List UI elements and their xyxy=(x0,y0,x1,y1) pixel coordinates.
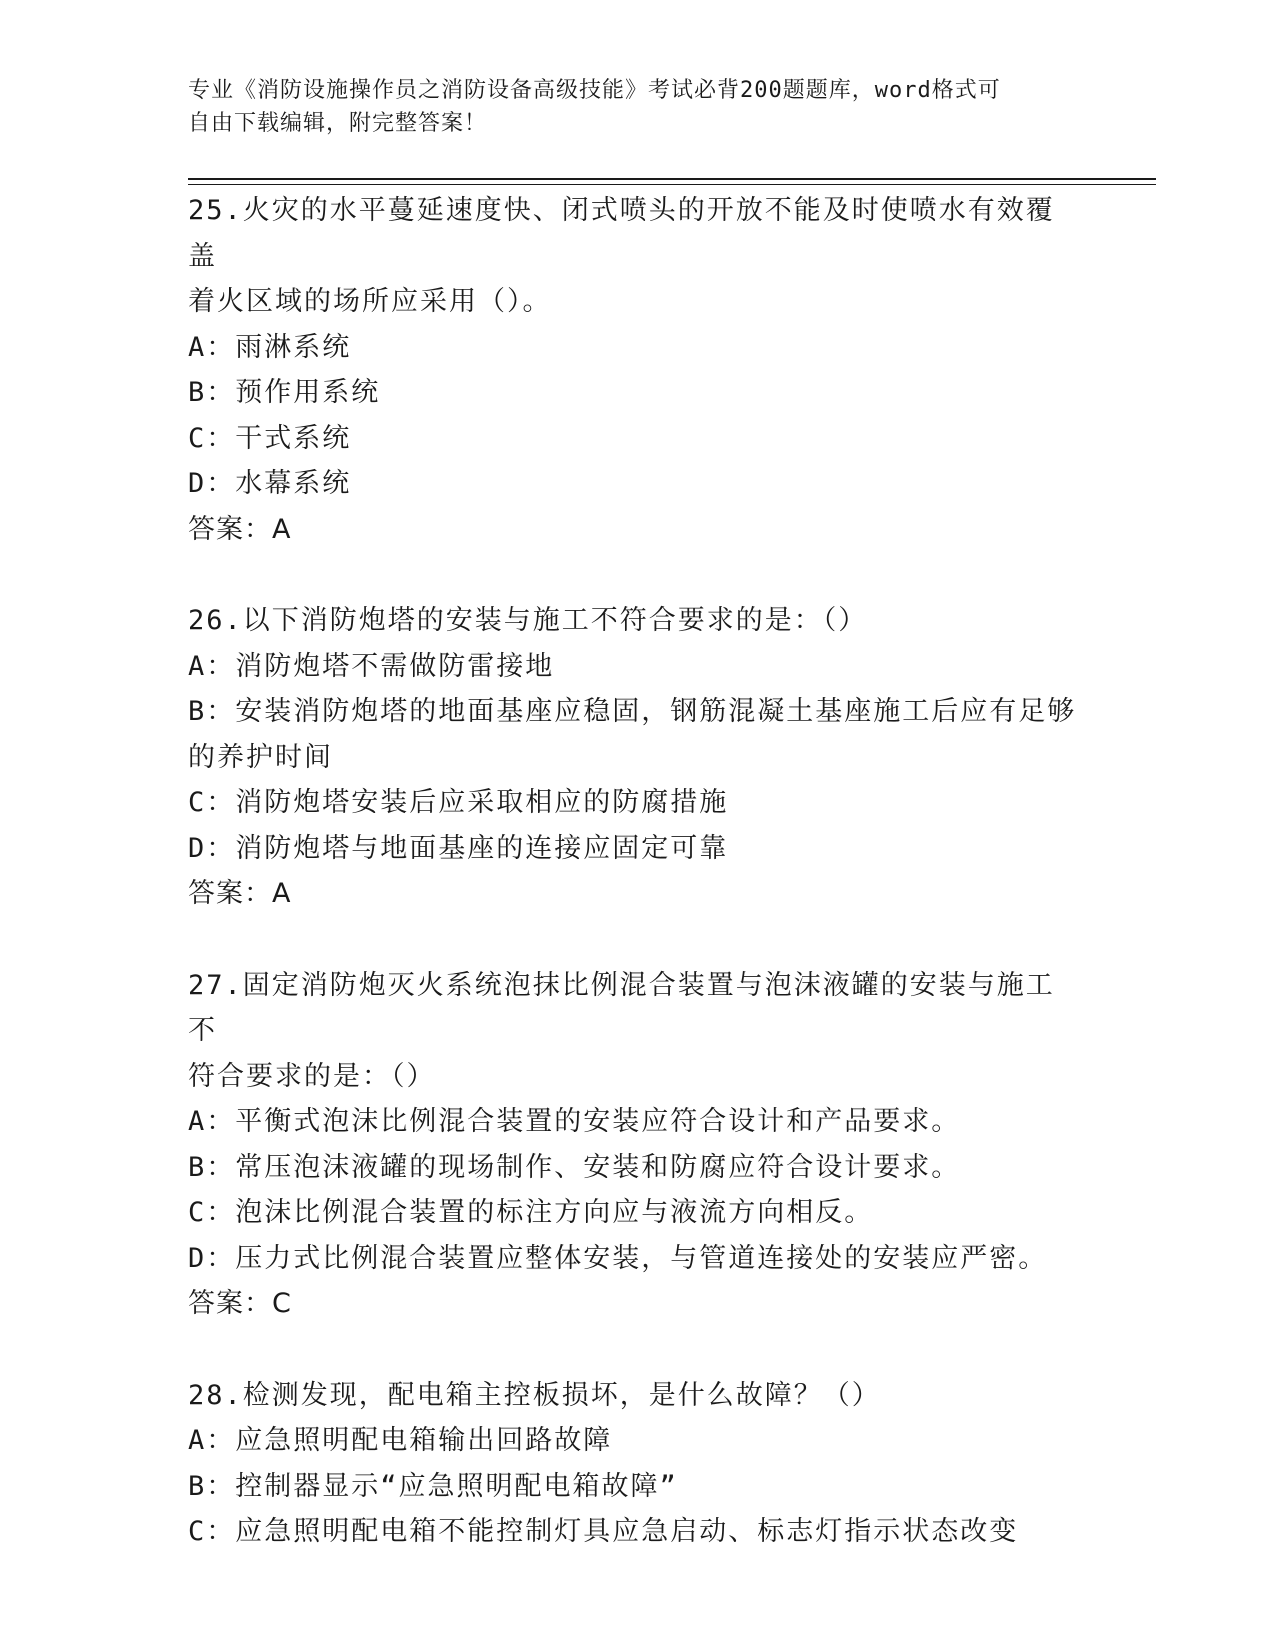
answer-option: C：泡沫比例混合装置的标注方向应与液流方向相反。 xyxy=(188,1197,874,1228)
question-stem: 26.以下消防炮塔的安装与施工不符合要求的是：（） xyxy=(188,605,868,636)
question-block xyxy=(188,963,1078,1327)
question-block xyxy=(188,598,1078,917)
header-divider-thick xyxy=(188,178,1156,180)
answer-option: D：压力式比例混合装置应整体安装，与管道连接处的安装应严密。 xyxy=(188,1242,1048,1274)
header-line-1: 专业《消防设施操作员之消防设备高级技能》考试必背200题题库，word格式可 xyxy=(188,78,1001,103)
question-stem: 28.检测发现，配电箱主控板损坏，是什么故障？（） xyxy=(188,1379,881,1411)
question-stem: 27.固定消防炮灭火系统泡抹比例混合装置与泡沫液罐的安装与施工不 xyxy=(188,969,1055,1046)
answer-key: 答案：C xyxy=(188,1288,292,1319)
answer-key: 答案：A xyxy=(188,878,292,909)
question-list xyxy=(188,188,1078,1601)
answer-option: C：干式系统 xyxy=(188,422,352,454)
answer-option: B：安装消防炮塔的地面基座应稳固，钢筋混凝土基座施工后应有足够 xyxy=(188,696,1077,727)
answer-option: C：应急照明配电箱不能控制灯具应急启动、标志灯指示状态改变 xyxy=(188,1516,1019,1547)
answer-option: A：雨淋系统 xyxy=(188,331,352,363)
question-block xyxy=(188,1373,1078,1555)
header-line-2: 自由下载编辑，附完整答案！ xyxy=(188,111,488,136)
document-header xyxy=(188,74,1068,140)
answer-option: B：预作用系统 xyxy=(188,377,381,408)
question-stem: 25.火灾的水平蔓延速度快、闭式喷头的开放不能及时使喷水有效覆盖 xyxy=(188,195,1055,272)
question-block xyxy=(188,188,1078,552)
answer-option: 的养护时间 xyxy=(188,741,333,773)
answer-option: B：控制器显示“应急照明配电箱故障” xyxy=(188,1470,678,1502)
answer-option: D：消防炮塔与地面基座的连接应固定可靠 xyxy=(188,832,729,864)
answer-key: 答案：A xyxy=(188,513,292,545)
question-stem: 着火区域的场所应采用（）。 xyxy=(188,286,552,317)
answer-option: A：平衡式泡沫比例混合装置的安装应符合设计和产品要求。 xyxy=(188,1106,961,1137)
header-divider-thin xyxy=(188,184,1156,185)
answer-option: B：常压泡沫液罐的现场制作、安装和防腐应符合设计要求。 xyxy=(188,1151,961,1183)
answer-option: D：水幕系统 xyxy=(188,468,352,499)
question-stem: 符合要求的是：（） xyxy=(188,1060,436,1092)
answer-option: A：消防炮塔不需做防雷接地 xyxy=(188,650,555,682)
answer-option: C：消防炮塔安装后应采取相应的防腐措施 xyxy=(188,787,729,818)
answer-option: A：应急照明配电箱输出回路故障 xyxy=(188,1425,613,1456)
